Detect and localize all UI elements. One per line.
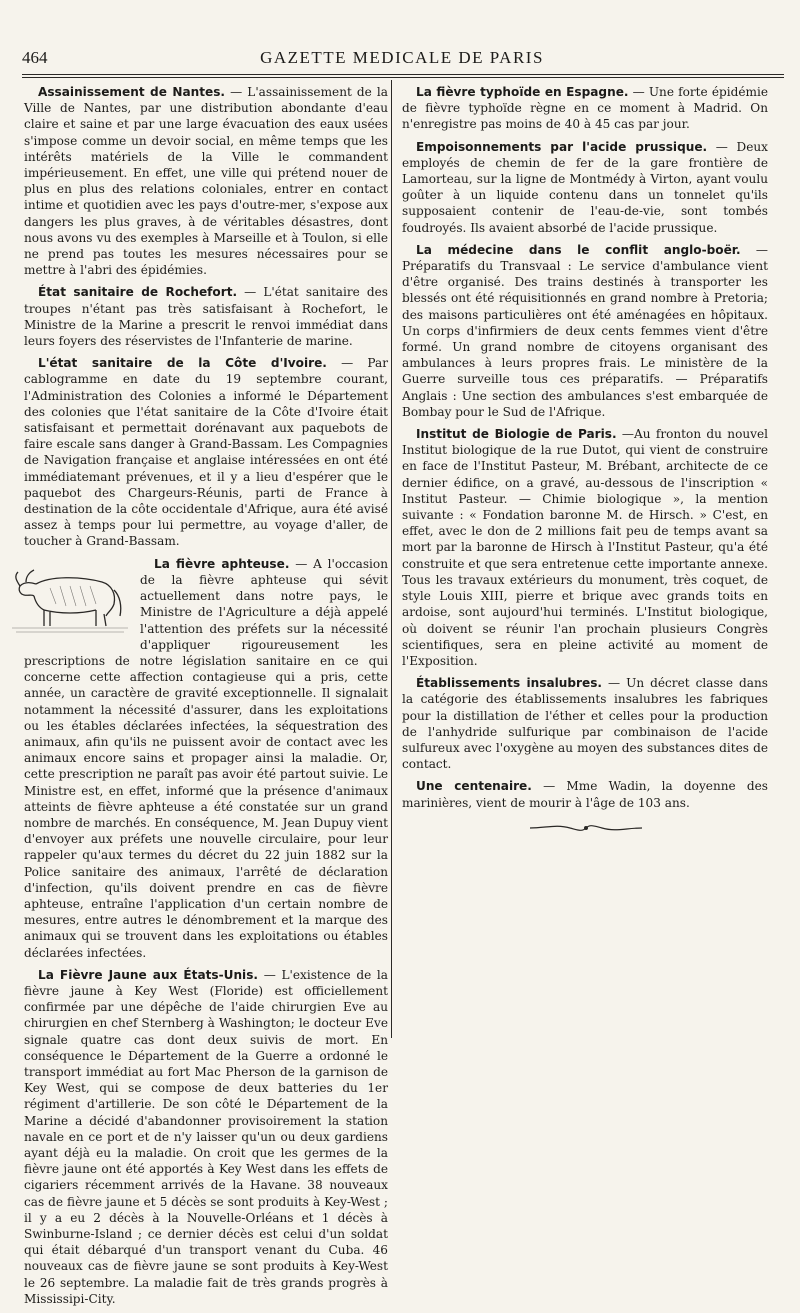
ox-illustration: [10, 560, 130, 636]
article-headline: Empoisonnements par l'acide prussique.: [416, 139, 708, 154]
article-body: — L'état sanitaire des troupes n'étant pas très satisfaisant à Rochefort, le Ministre de la Marine a prescrit le renvoi immédiat dans leurs foyers des réservistes de l'Infanterie de marine.: [24, 285, 389, 349]
article-body: — Deux employés de chemin de fer de la gare frontière de Lamorteau, sur la ligne de Montmédy à Virton, ayant voulu goûter à un liquide contenu dans un tonnelet qu'ils supposaient contenir de l'eau-de-vie, sont tombés foudroyés. Ils avaient absorbé de l'acide prussique.: [402, 139, 768, 235]
article-headline: La fièvre aphteuse.: [154, 556, 290, 571]
article-cote-ivoire: [24, 355, 388, 549]
article-body: — Un décret classe dans la catégorie des établissements insalubres les fabriques pour la distillation de l'éther et celles pour la production de l'anhydride sulfurique par combinaison de l'acide sulfureux avec l'oxygène au moyen des substances dites de contact.: [402, 676, 768, 772]
journal-title: GAZETTE MEDICALE DE PARIS: [260, 48, 544, 67]
article-centenaire: [402, 778, 768, 810]
article-body: — A l'occasion de la fièvre aphteuse qui sévit actuellement dans notre pays, le Ministre de l'Agriculture a déjà appelé l'attention des préfets sur la nécessité d'appliquer rigoureusement les prescriptions de notre législation sanitaire en ce qui concerne cette affection contagieuse qui a pris, cette année, un caractère de gravité exceptionnelle. Il signalait notamment la nécessité d'assurer, dans les exploitations ou les étables déclarées infectées, la séquestration des animaux, afin qu'ils ne puissent avoir de contact avec les animaux encore sains et propager ainsi la maladie. Or, cette prescription ne paraît pas avoir été partout suivie. Le Ministre est, en effet, informé que la présence d'animaux atteints de fièvre aphteuse a été constatée sur un grand nombre de marchés. En conséquence, M. Jean Dupuy vient d'envoyer aux préfets une nouvelle circulaire, pour leur rappeler qu'aux termes du décret du 22 juin 1882 sur la Police sanitaire des animaux, l'arrêté de déclaration d'infection, qu'ils doivent prendre en cas de fièvre aphteuse, entraîne l'application d'un certain nombre de mesures, entre autres le dénombrement et la marque des animaux qui se trouvent dans les exploitations ou étables déclarées infectées.: [24, 556, 388, 960]
left-column: [24, 84, 388, 1313]
article-headline: Une centenaire.: [416, 779, 532, 794]
article-body: — Préparatifs du Transvaal : Le service d'ambulance vient d'être organisé. Des trains destinés à transporter les blessés ont été réquisitionnés en grand nombre à Pretoria; des maisons particulières ont été aménagées en hôpitaux. Un corps d'infirmiers de deux cents femmes vient d'être formé. Un grand nombre de citoyens organisant des ambulances à leurs propres frais. Le ministère de la Guerre surveille tous ces préparatifs. — Préparatifs Anglais : Une section des ambulances s'est embarquée de Bombay pour le Sud de l'Afrique.: [402, 242, 768, 419]
end-ornament: [402, 821, 770, 839]
article-headline: La Fièvre Jaune aux États-Unis.: [38, 967, 258, 982]
article-assainissement-nantes: [24, 84, 388, 278]
column-divider: [391, 80, 392, 1038]
article-acide-prussique: [402, 139, 768, 236]
article-headline: L'état sanitaire de la Côte d'Ivoire.: [38, 356, 327, 371]
article-headline: La fièvre typhoïde en Espagne.: [416, 85, 629, 99]
article-institut-biologie: [402, 426, 768, 669]
right-column: [402, 84, 768, 839]
article-conflit-anglo-boer: [402, 242, 768, 420]
ornament-flourish: [526, 821, 646, 835]
article-headline: Assainissement de Nantes.: [38, 85, 226, 99]
article-etat-sanitaire-rochefort: [24, 284, 388, 349]
article-headline: État sanitaire de Rochefort.: [38, 285, 238, 300]
page-number: 464: [22, 48, 48, 67]
article-fievre-typhoide: [402, 84, 768, 133]
article-headline: Institut de Biologie de Paris.: [416, 427, 617, 442]
article-headline: Établissements insalubres.: [416, 676, 603, 691]
article-body: — L'existence de la fièvre jaune à Key West (Floride) est officiellement confirmée par une dépêche de l'aide chirurgien Eve au chirurgien en chef Sternberg à Washington; le docteur Eve signale quatre cas dont deux suivis de mort. En conséquence le Département de la Guerre a ordonné le transport immédiat au fort Mac Pherson de la garnison de Key West, qui se compose de deux batteries du 1er régiment d'artillerie. De son côté le Département de la Marine a décidé d'abandonner provisoirement la station navale en ce port et de n'y laisser qu'un ou deux gardiens ayant déjà eu la maladie. On croit que les germes de la fièvre jaune ont été apportés à Key West dans les effets de cigariers récemment arrivés de la Havane. 38 nouveaux cas de fièvre jaune et 5 décès se sont produits à Key-West ; il y a eu 2 décès à la Nouvelle-Orléans et 1 décès à Swinburne-Island ; ce dernier décès est celui d'un soldat qui était débarqué d'un transport venant du Cuba. 46 nouveaux cas de fièvre jaune se sont produits à Key-West le 26 septembre. La maladie fait de très grands progrès à Mississipi-City.: [24, 967, 388, 1306]
page-header: [22, 46, 782, 72]
article-body: — Mme Wadin, la doyenne des marinières, vient de mourir à l'âge de 103 ans.: [402, 779, 768, 810]
article-fievre-jaune: [24, 967, 388, 1307]
article-etablissements-insalubres: [402, 675, 768, 772]
article-fievre-aphteuse: [24, 556, 388, 961]
header-rule: [22, 74, 784, 78]
article-body: — Une forte épidémie de fièvre typhoïde règne en ce moment à Madrid. On n'enregistre pas moins de 40 à 45 cas par jour.: [402, 85, 768, 132]
article-body: — Par cablogramme en date du 19 septembre courant, l'Administration des Colonies a informé le Département des colonies que l'état sanitaire de la Côte d'Ivoire était satisfaisant et permettait dorénavant aux paquebots de faire escale sans danger à Grand-Bassam. Les Compagnies de Navigation française et anglaise intéressées en ont été immédiatemant prévenues, et il y a lieu d'espérer que le paquebot des Chargeurs-Réunis, parti de France à destination de la côte occidentale d'Afrique, aura été avisé assez à temps pour lui permettre, au voyage d'aller, de toucher à Grand-Bassam.: [24, 356, 388, 549]
article-headline: La médecine dans le conflit anglo-boër.: [416, 242, 741, 257]
article-body: —Au fronton du nouvel Institut biologique de la rue Dutot, qui vient de construire en face de l'Institut Pasteur, M. Brébant, architecte de ce dernier édifice, on a gravé, au-dessous de l'inscription « Institut Pasteur. — Chimie biologique », la mention suivante : « Fondation baronne M. de Hirsch. » C'est, en effet, avec le don de 2 millions fait peu de temps avant sa mort par la baronne de Hirsch à l'Institut Pasteur, qu'a été construite et que sera entretenue cette importante annexe. Tous les travaux extérieurs du monument, très coquet, de style Louis XIII, pierre et brique avec grands toits en ardoise, sont aujourd'hui terminés. L'Institut biologique, où doivent se réunir l'an prochain plusieurs Congrès scientifiques, sera en pleine activité au moment de l'Exposition.: [402, 427, 768, 668]
article-body: — L'assainissement de la Ville de Nantes, par une distribution abondante d'eau claire et saine et par une large évacuation des eaux usées s'impose comme un devoir social, en même temps que les intérêts matériels de la Ville le commandent impérieusement. En effet, une ville qui prétend nouer de plus en plus des relations coloniales, entrer en contact intime et quotidien avec les pays d'outre-mer, s'expose aux dangers les plus graves, à de véritables désastres, dont nous avons vu des exemples à Marseille et à Toulon, si elle ne prend pas toutes les mesures nécessaires pour se mettre à l'abri des épidémies.: [24, 85, 388, 278]
